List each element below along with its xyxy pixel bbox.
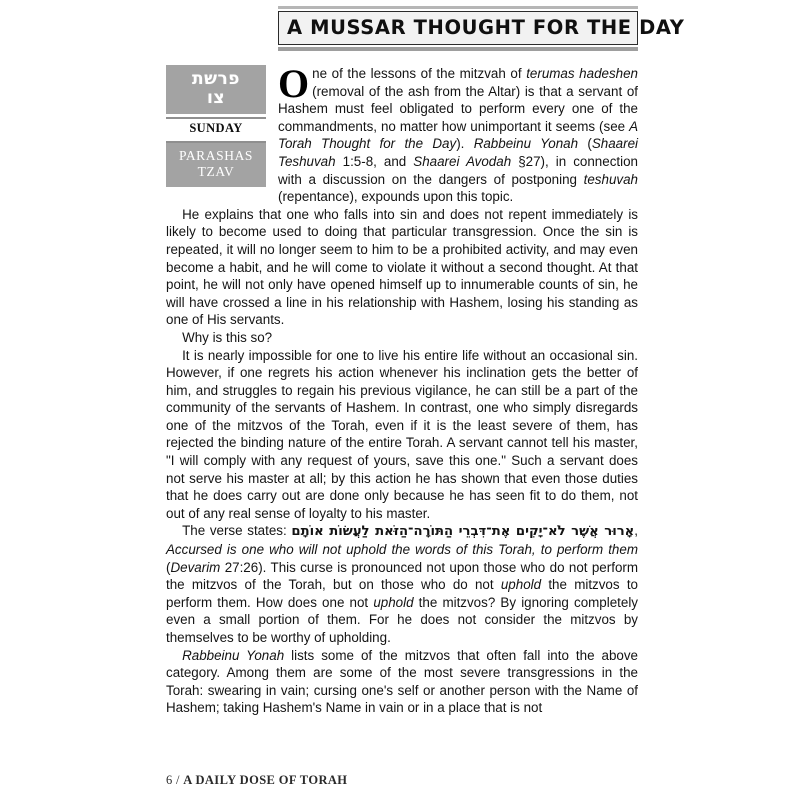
footer-book-title: A DAILY DOSE OF TORAH <box>183 773 348 787</box>
p5-italic-translation: Accursed is one who will not uphold the words of this Torah, to perform them <box>166 542 638 558</box>
p1-text-c: ). <box>456 136 474 152</box>
section-header <box>278 6 685 51</box>
page-title: A MUSSAR THOUGHT FOR THE DAY <box>287 16 685 39</box>
p1-text-g: (repentance), expounds upon this topic. <box>278 189 514 205</box>
p1-text-e: 1:5-8, and <box>335 153 414 169</box>
page-footer <box>166 773 347 788</box>
p1-italic-terumas-hadeshen: terumas hadeshen <box>526 66 638 81</box>
paragraph-5 <box>166 522 638 646</box>
paragraph-4: It is nearly impossible for one to live his entire life without an occasional sin. However, if one regrets his action whenever his inclination gets the better of him, and struggles to regain his previous vigilance, he can still be a part of the community of the servants of Hashem. In contrast, one who simply disregards one of the mitzvos of the Torah, even if it is the least severe of them, has rejected the binding nature of the entire Torah. A servant cannot tell his master, "I will comply with any request of yours, save this one." Such a servant does not serve his master at all; by this action he has shown that even those duties that he does carry out are done only because he has seen fit to do them, not out of any real sense of loyalty to his master. <box>166 347 638 521</box>
p5-text-d: 27:26). This curse is pronounced not upon those who do not perform the mitzvos of the Torah, but on those who do not <box>166 559 638 593</box>
header-top-rule <box>278 6 638 9</box>
header-bottom-rule <box>278 47 638 51</box>
paragraph-2: He explains that one who falls into sin and does not repent immediately is likely to become used to doing that particular transgression. Once the sin is repeated, it will no longer seem to him to be a prohibited activity, and may even become a habit, and he will come to violate it without a second thought. At that point, he will not only have opened himself up to innumerable counts of sin, he will have crossed a line in his relationship with Hashem, losing his standing as one of His servants. <box>166 206 638 328</box>
p1-italic-shaarei-avodah: Shaarei Avodah <box>413 153 512 169</box>
p1-text-d: ( <box>578 136 592 152</box>
p1-italic-shaarei-teshuvah: Shaarei Teshuvah <box>278 136 639 169</box>
p1-text-a: ne of the lessons of the mitzvah of <box>312 66 527 81</box>
p1-italic-torah-thought: A Torah Thought for the Day <box>278 118 638 152</box>
p6-italic-rabbeinu-yonah: Rabbeinu Yonah <box>182 647 285 663</box>
footer-page-number: 6 <box>166 773 173 787</box>
parashah-name-box <box>166 143 266 187</box>
p5-text-b: , <box>634 523 638 539</box>
parashah-name-line-1: PARASHAS <box>178 148 254 164</box>
section-title-box <box>278 11 685 45</box>
p5-text-c: ( <box>166 559 171 575</box>
p5-text-a: The verse states: <box>182 523 292 539</box>
p1-text-f: §27), in connection with a discussion on the dangers of postponing <box>278 153 638 187</box>
parashah-hebrew-box <box>166 65 266 114</box>
hebrew-verse-devarim: אָרוּר אֲשֶׁר לֹא־יָקִים אֶת־דִּבְרֵי הַתּוֹרָה־הַזֹּאת לַעֲשׂוֹת אוֹתָם <box>291 524 635 540</box>
parashah-hebrew-line-1: פרשת <box>192 69 240 89</box>
parashah-hebrew-line-2: צו <box>207 88 225 109</box>
page-content <box>166 6 685 717</box>
day-of-week-label: SUNDAY <box>189 121 243 136</box>
p5-text-e: the mitzvos to perform them. How does one not <box>166 577 638 610</box>
p1-italic-teshuvah: teshuvah <box>583 171 638 187</box>
p6-text-a: lists some of the mitzvos that often fall into the above category. Among them are some of the most severe transgressions in the Torah: swearing in vain; cursing one's self or another person with the Name of Hashem; taking Hashem's Name in vain or in a place that is not <box>166 647 638 716</box>
p5-text-f: the mitzvos? By ignoring completely even a small portion of them. For he does not consider the mitzvos by themselves to be worthy of upholding. <box>166 594 638 645</box>
footer-separator: / <box>172 773 184 787</box>
p5-italic-uphold-1: uphold <box>500 577 542 593</box>
parashah-name-line-2: TZAV <box>197 163 235 179</box>
p1-text-b: (removal of the ash from the Altar) is that a servant of Hashem must feel obligated to perform every one of the commandments, no matter how unimportant it seems (see <box>278 83 638 134</box>
p1-italic-rabbeinu-yonah: Rabbeinu Yonah <box>473 136 579 152</box>
paragraph-3: Why is this so? <box>182 329 273 345</box>
drop-cap: O <box>278 61 310 106</box>
p5-italic-devarim: Devarim <box>170 559 221 575</box>
paragraph-6 <box>166 647 638 717</box>
p5-italic-uphold-2: uphold <box>373 594 414 610</box>
parashah-sidebar <box>166 65 266 187</box>
